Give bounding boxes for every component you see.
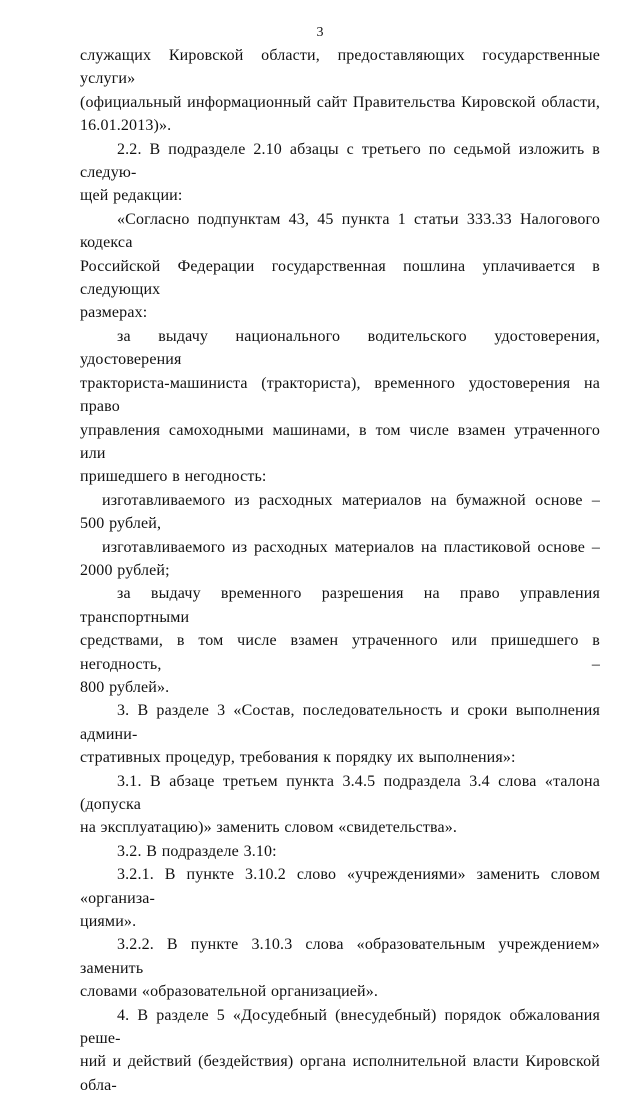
text-line: пришедшего в негодность: bbox=[80, 468, 267, 486]
text-line: за выдачу временного разрешения на право управления транспортными bbox=[80, 585, 600, 626]
text-line: изготавливаемого из расходных материалов на бумажной основе – bbox=[102, 491, 600, 509]
text-line: Российской Федерации государственная пошлина уплачивается в следующих bbox=[80, 257, 600, 299]
text-line: 3. В разделе 3 «Состав, последовательность и сроки выполнения админи- bbox=[80, 702, 600, 743]
text-line: 3.1. В абзаце третьем пункта 3.4.5 подраздела 3.4 слова «талона (допуска bbox=[80, 772, 600, 813]
text-line: (официальный информационный сайт Правительства Кировской области, bbox=[80, 93, 600, 111]
text-line: средствами, в том числе взамен утраченного или пришедшего в негодность, – bbox=[80, 632, 600, 673]
text-line: 3.2.2. В пункте 3.10.3 слова «образовательным учреждением» заменить bbox=[80, 936, 600, 977]
text-line: 16.01.2013)». bbox=[80, 117, 172, 135]
text-line: изготавливаемого из расходных материалов на пластиковой основе – bbox=[102, 538, 600, 556]
page-number: 3 bbox=[316, 25, 324, 40]
document-body bbox=[80, 44, 600, 1097]
text-line: циями». bbox=[80, 913, 137, 931]
text-line: щей редакции: bbox=[80, 187, 183, 205]
text-line: стративных процедур, требования к порядку их выполнения»: bbox=[80, 749, 516, 767]
text-line: 4. В разделе 5 «Досудебный (внесудебный) порядок обжалования реше- bbox=[80, 1006, 600, 1048]
text-line: за выдачу национального водительского удостоверения, удостоверения bbox=[80, 327, 600, 369]
text-line: на эксплуатацию)» заменить словом «свидетельства». bbox=[80, 819, 458, 837]
text-line: 800 рублей». bbox=[80, 678, 170, 696]
text-line: 2000 рублей; bbox=[80, 561, 170, 579]
text-line: 2.2. В подразделе 2.10 абзацы с третьего по седьмой изложить в следую- bbox=[80, 140, 600, 182]
text-line: служащих Кировской области, предоставляющих государственные услуги» bbox=[80, 47, 600, 88]
text-line: «Согласно подпунктам 43, 45 пункта 1 статьи 333.33 Налогового кодекса bbox=[80, 210, 600, 252]
text-line: ний и действий (бездействия) органа исполнительной власти Кировской обла- bbox=[80, 1053, 600, 1094]
text-line: управления самоходными машинами, в том числе взамен утраченного или bbox=[80, 421, 600, 462]
text-line: тракториста-машиниста (тракториста), временного удостоверения на право bbox=[80, 374, 600, 416]
text-line: размерах: bbox=[80, 304, 148, 322]
text-line: словами «образовательной организацией». bbox=[80, 983, 379, 1001]
text-line: 500 рублей, bbox=[80, 515, 162, 533]
text-line: 3.2. В подразделе 3.10: bbox=[117, 842, 277, 860]
text-line: 3.2.1. В пункте 3.10.2 слово «учреждениями» заменить словом «организа- bbox=[80, 866, 600, 907]
